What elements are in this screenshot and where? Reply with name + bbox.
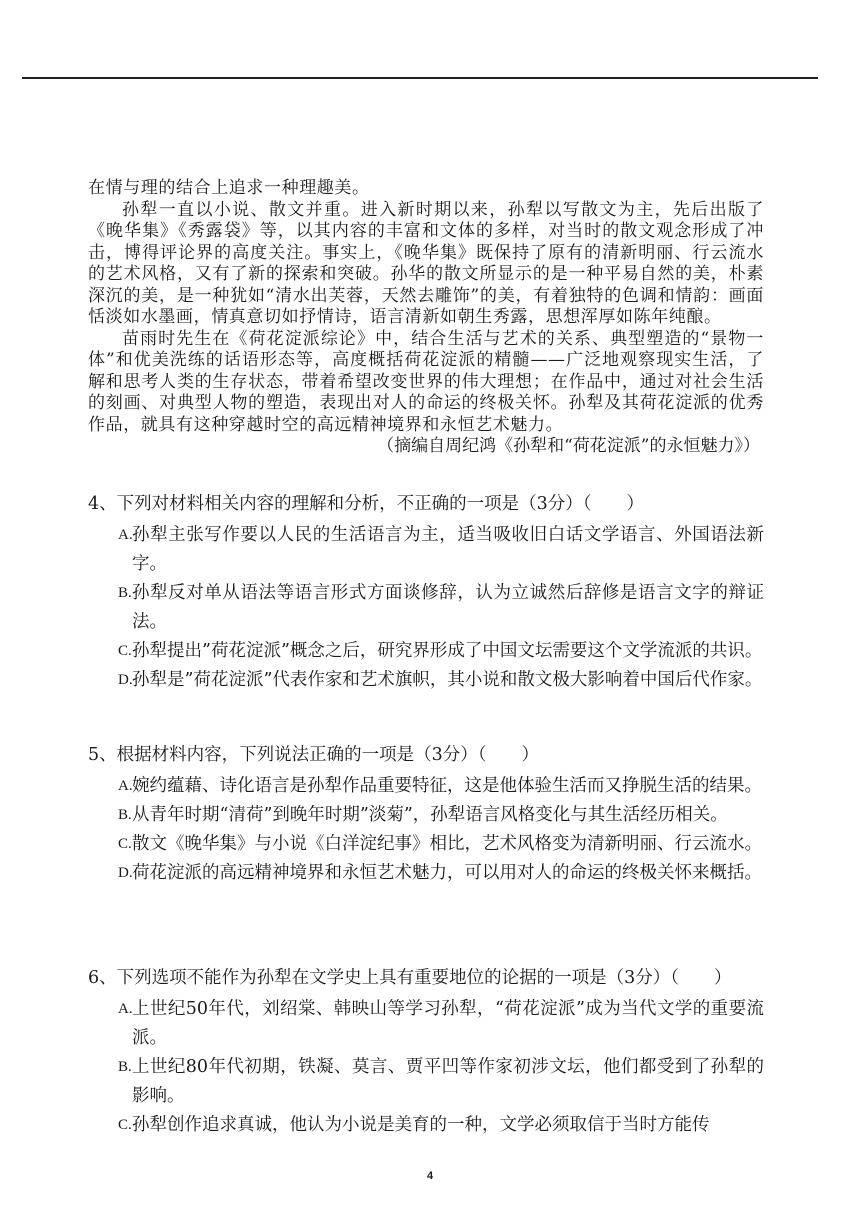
option-a[interactable] — [88, 772, 764, 801]
option-c[interactable] — [88, 1111, 764, 1140]
passage-paragraph-2: 孙犁一直以小说、散文并重。进入新时期以来，孙犁以写散文为主，先后出版了《晚华集》《秀露袋》等，以其内容的丰富和文体的多样，对当时的散文观念形成了冲击，博得评论界的高度关注。事实上，《晚华集》既保持了原有的清新明丽、行云流水的艺术风格，又有了新的探索和突破。孙华的散文所显示的是一种平易自然的美，朴素深沉的美，是一种犹如“清水出芙蓉，天然去雕饰”的美，有着独特的色调和情韵：画面恬淡如水墨画，情真意切如抒情诗，语言清新如朝生秀露，思想浑厚如陈年纯酿。 — [88, 199, 764, 327]
option-letter: A. — [118, 778, 133, 794]
question-5 — [88, 744, 764, 888]
option-text: 婉约蕴藉、诗化语言是孙犁作品重要特征，这是他体验生活而又挣脱生活的结果。 — [132, 776, 762, 796]
option-b[interactable] — [88, 1053, 764, 1111]
option-d[interactable] — [88, 666, 764, 695]
header-rule — [22, 77, 818, 79]
passage-paragraph-3: 苗雨时先生在《荷花淀派综论》中，结合生活与艺术的关系、典型塑造的“景物一体”和优美洗练的话语形态等，高度概括荷花淀派的精髓——广泛地观察现实生活，了解和思考人类的生存状态，带着希望改变世界的伟大理想；在作品中，通过对社会生活的刻画、对典型人物的塑造，表现出对人的命运的终极关怀。孙犁及其荷花淀派的优秀作品，就具有这种穿越时空的高远精神境界和永恒艺术魅力。 — [88, 328, 764, 435]
option-text: 散文《晚华集》与小说《白洋淀纪事》相比，艺术风格变为清新明丽、行云流水。 — [132, 834, 762, 854]
option-text: 孙犁反对单从语法等语言形式方面谈修辞，认为立诚然后辞修是语言文字的辩证法。 — [132, 583, 764, 632]
question-4 — [88, 493, 764, 695]
option-text: 荷花淀派的高远精神境界和永恒艺术魅力，可以用对人的命运的终极关怀来概括。 — [132, 863, 762, 883]
option-b[interactable] — [88, 579, 764, 637]
reading-passage — [88, 178, 764, 458]
option-text: 孙犁是”荷花淀派”代表作家和艺术旗帜，其小说和散文极大影响着中国后代作家。 — [132, 670, 763, 690]
option-text: 孙犁主张写作要以人民的生活语言为主，适当吸收旧白话文学语言、外国语法新字。 — [132, 525, 764, 574]
option-text: 从青年时期“清荷”到晚年时期”淡菊”，孙犁语言风格变化与其生活经历相关。 — [132, 805, 728, 825]
option-c[interactable] — [88, 830, 764, 859]
option-text: 孙犁提出”荷花淀派”概念之后，研究界形成了中国文坛需要这个文学流派的共识。 — [132, 641, 763, 661]
option-a[interactable] — [88, 995, 764, 1053]
passage-paragraph-1: 在情与理的结合上追求一种理趣美。 — [88, 178, 370, 198]
option-c[interactable] — [88, 637, 764, 666]
option-text: 孙犁创作追求真诚，他认为小说是美育的一种，文学必须取信于当时方能传 — [132, 1115, 710, 1135]
option-text: 上世纪80年代初期，铁凝、莫言、贾平凹等作家初涉文坛，他们都受到了孙犁的影响。 — [132, 1057, 764, 1106]
option-letter: B. — [118, 807, 132, 823]
question-6 — [88, 967, 764, 1140]
question-stem: 4、下列对材料相关内容的理解和分析，不正确的一项是（3分）（ ） — [88, 494, 645, 514]
option-letter: C. — [118, 836, 132, 852]
passage-citation: （摘编自周纪鸿《孙犁和“荷花淀派”的永恒魅力》） — [377, 436, 760, 456]
question-stem: 6、下列选项不能作为孙犁在文学史上具有重要地位的论据的一项是（3分）（ ） — [88, 968, 732, 988]
option-text: 上世纪50年代，刘绍棠、韩映山等学习孙犁，“荷花淀派”成为当代文学的重要流派。 — [132, 999, 764, 1048]
option-a[interactable] — [88, 521, 764, 579]
question-stem: 5、根据材料内容，下列说法正确的一项是（3分）（ ） — [88, 745, 540, 765]
option-letter: B. — [118, 1059, 132, 1075]
option-d[interactable] — [88, 859, 764, 888]
option-letter: C. — [118, 643, 132, 659]
option-letter: A. — [118, 527, 133, 543]
page-number: 4 — [426, 1170, 434, 1182]
option-letter: D. — [118, 672, 133, 688]
option-letter: C. — [118, 1117, 132, 1133]
option-b[interactable] — [88, 801, 764, 830]
option-letter: B. — [118, 585, 132, 601]
option-letter: D. — [118, 865, 133, 881]
option-letter: A. — [118, 1001, 133, 1017]
